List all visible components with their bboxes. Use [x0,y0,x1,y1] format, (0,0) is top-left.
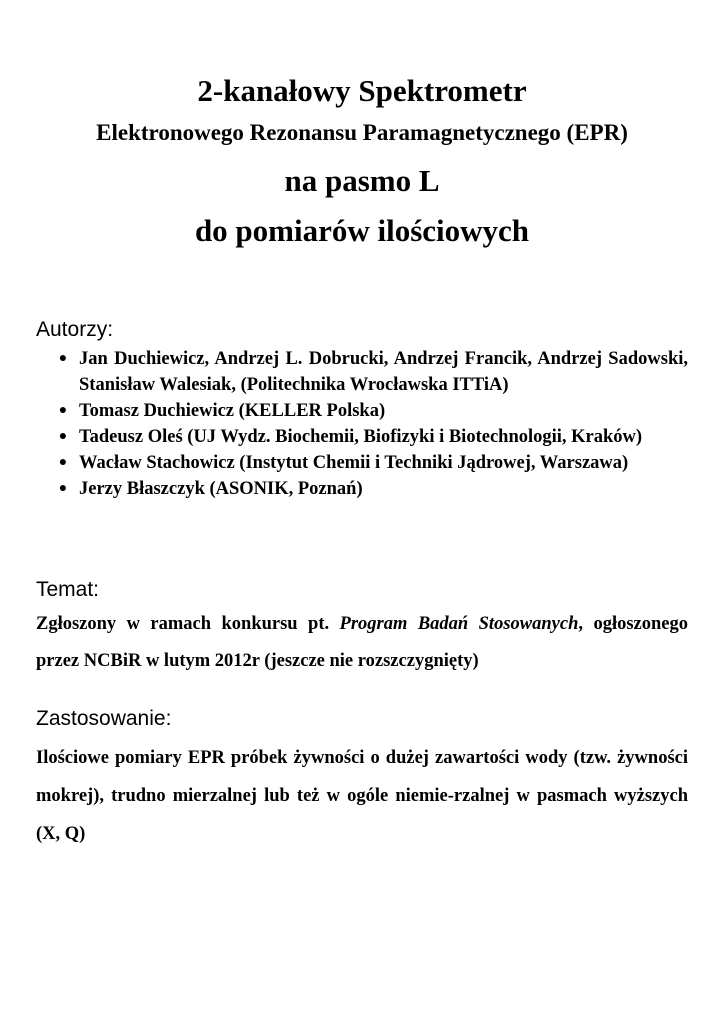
author-item [36,476,688,502]
author-text: Wacław Stachowicz (Instytut Chemii i Techniki Jądrowej, Warszawa) [79,453,629,473]
bullet-icon: ● [58,351,68,366]
usage-section [36,707,688,853]
bullet-icon: ● [58,455,68,470]
authors-list [36,346,688,502]
usage-heading: Zastosowanie: [36,707,172,730]
author-item [36,346,688,398]
author-text: Tomasz Duchiewicz (KELLER Polska) [79,401,386,421]
title-block [0,72,724,250]
title-line-1: 2-kanałowy Spektrometr [197,73,527,108]
topic-text-after: , ogłoszonego przez NCBiR w lutym 2012r (jeszcze nie rozszczygnięty) [36,614,688,671]
author-text: Jan Duchiewicz, Andrzej L. Dobrucki, Andrzej Francik, Andrzej Sadowski, Stanisław Walesiak, (Politechnika Wrocławska ITTiA) [79,349,688,395]
title-line-4: do pomiarów ilościowych [194,213,530,248]
bullet-icon: ● [58,429,68,444]
authors-section [36,318,688,502]
title-line-2: Elektronowego Rezonansu Paramagnetycznego (EPR) [96,120,628,145]
author-text: Tadeusz Oleś (UJ Wydz. Biochemii, Biofizyki i Biotechnologii, Kraków) [79,427,643,447]
topic-text-before: Zgłoszony w ramach konkursu pt. [36,614,340,634]
topic-section [36,578,688,680]
title-line-3: na pasmo L [284,163,440,198]
topic-paragraph [36,606,688,680]
author-item [36,424,688,450]
bullet-icon: ● [58,481,68,496]
topic-heading: Temat: [36,578,100,601]
authors-heading: Autorzy: [36,318,114,341]
topic-program-name: Program Badań Stosowanych [339,614,579,634]
author-item [36,398,688,424]
author-item [36,450,688,476]
bullet-icon: ● [58,403,68,418]
usage-paragraph: Ilościowe pomiary EPR próbek żywności o dużej zawartości wody (tzw. żywności mokrej), trudno mierzalnej lub też w ogóle niemie-rzalnej w pasmach wyższych (X, Q) [36,748,688,844]
author-text: Jerzy Błaszczyk (ASONIK, Poznań) [79,479,363,499]
